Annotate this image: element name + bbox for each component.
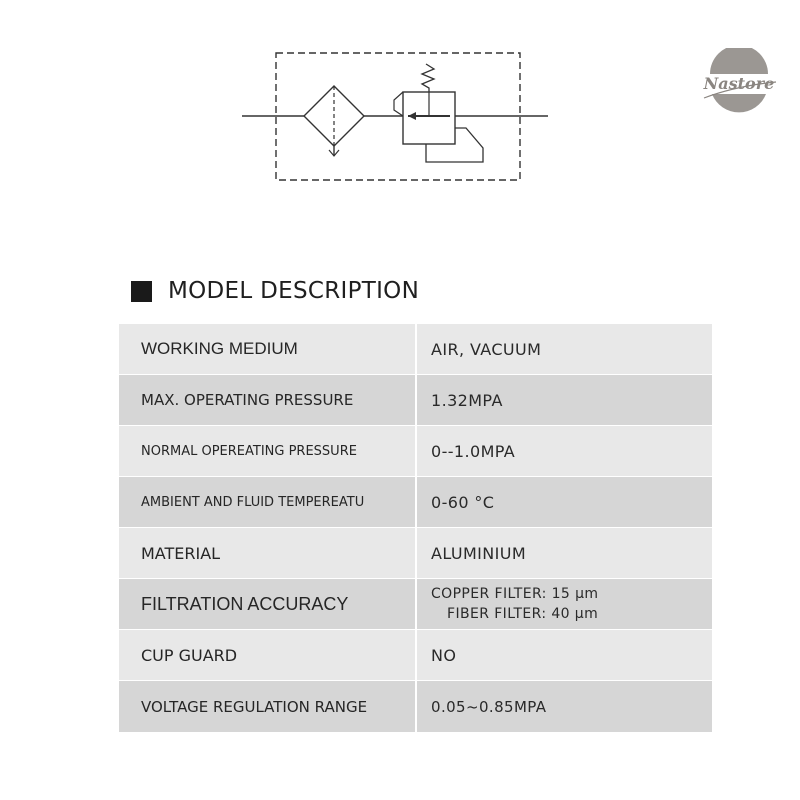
section-title: MODEL DESCRIPTION [168, 278, 420, 304]
table-row [119, 630, 712, 681]
table-row [119, 324, 712, 375]
spec-value [417, 426, 712, 476]
spec-value-text: 0--1.0MPA [431, 441, 516, 461]
logo-top-arc [710, 48, 768, 74]
spec-label: FILTRATION ACCURACY [119, 579, 417, 629]
section-heading [131, 276, 419, 306]
spec-label: AMBIENT AND FLUID TEMPEREATU [119, 477, 417, 527]
table-row [119, 375, 712, 426]
spec-value [417, 630, 712, 680]
nastore-logo-icon [696, 48, 782, 120]
spec-value [417, 528, 712, 578]
spec-value [417, 579, 712, 629]
spec-value-text: 1.32MPA [431, 390, 503, 410]
table-row [119, 681, 712, 732]
spec-value-text: 0.05~0.85MPA [431, 697, 547, 716]
regulator-spring [422, 64, 434, 92]
logo-text: Nastore [703, 74, 775, 93]
spec-value-text: NO [431, 645, 457, 665]
spec-value [417, 477, 712, 527]
spec-value [417, 324, 712, 374]
spec-label: VOLTAGE REGULATION RANGE [119, 681, 417, 732]
spec-label: WORKING MEDIUM [119, 324, 417, 374]
table-row [119, 426, 712, 477]
spec-value-text: AIR, VACUUM [431, 339, 542, 359]
table-row [119, 579, 712, 630]
spec-label: CUP GUARD [119, 630, 417, 680]
spec-value-text: ALUMINIUM [431, 543, 527, 563]
spec-value-line: FIBER FILTER: 40 μm [447, 606, 599, 622]
table-row [119, 528, 712, 579]
spec-label: NORMAL OPEREATING PRESSURE [119, 426, 417, 476]
spec-value [417, 375, 712, 425]
logo-bottom-arc [712, 94, 766, 112]
spec-label: MATERIAL [119, 528, 417, 578]
heading-square-icon [131, 281, 152, 302]
regulator-notch [394, 92, 403, 116]
spec-value [417, 681, 712, 732]
spec-value-line: COPPER FILTER: 15 μm [431, 586, 599, 602]
spec-label: MAX. OPERATING PRESSURE [119, 375, 417, 425]
filter-regulator-symbol-icon [236, 48, 556, 188]
spec-table [119, 324, 712, 732]
table-row [119, 477, 712, 528]
spec-value-text: 0-60 °C [431, 492, 495, 512]
